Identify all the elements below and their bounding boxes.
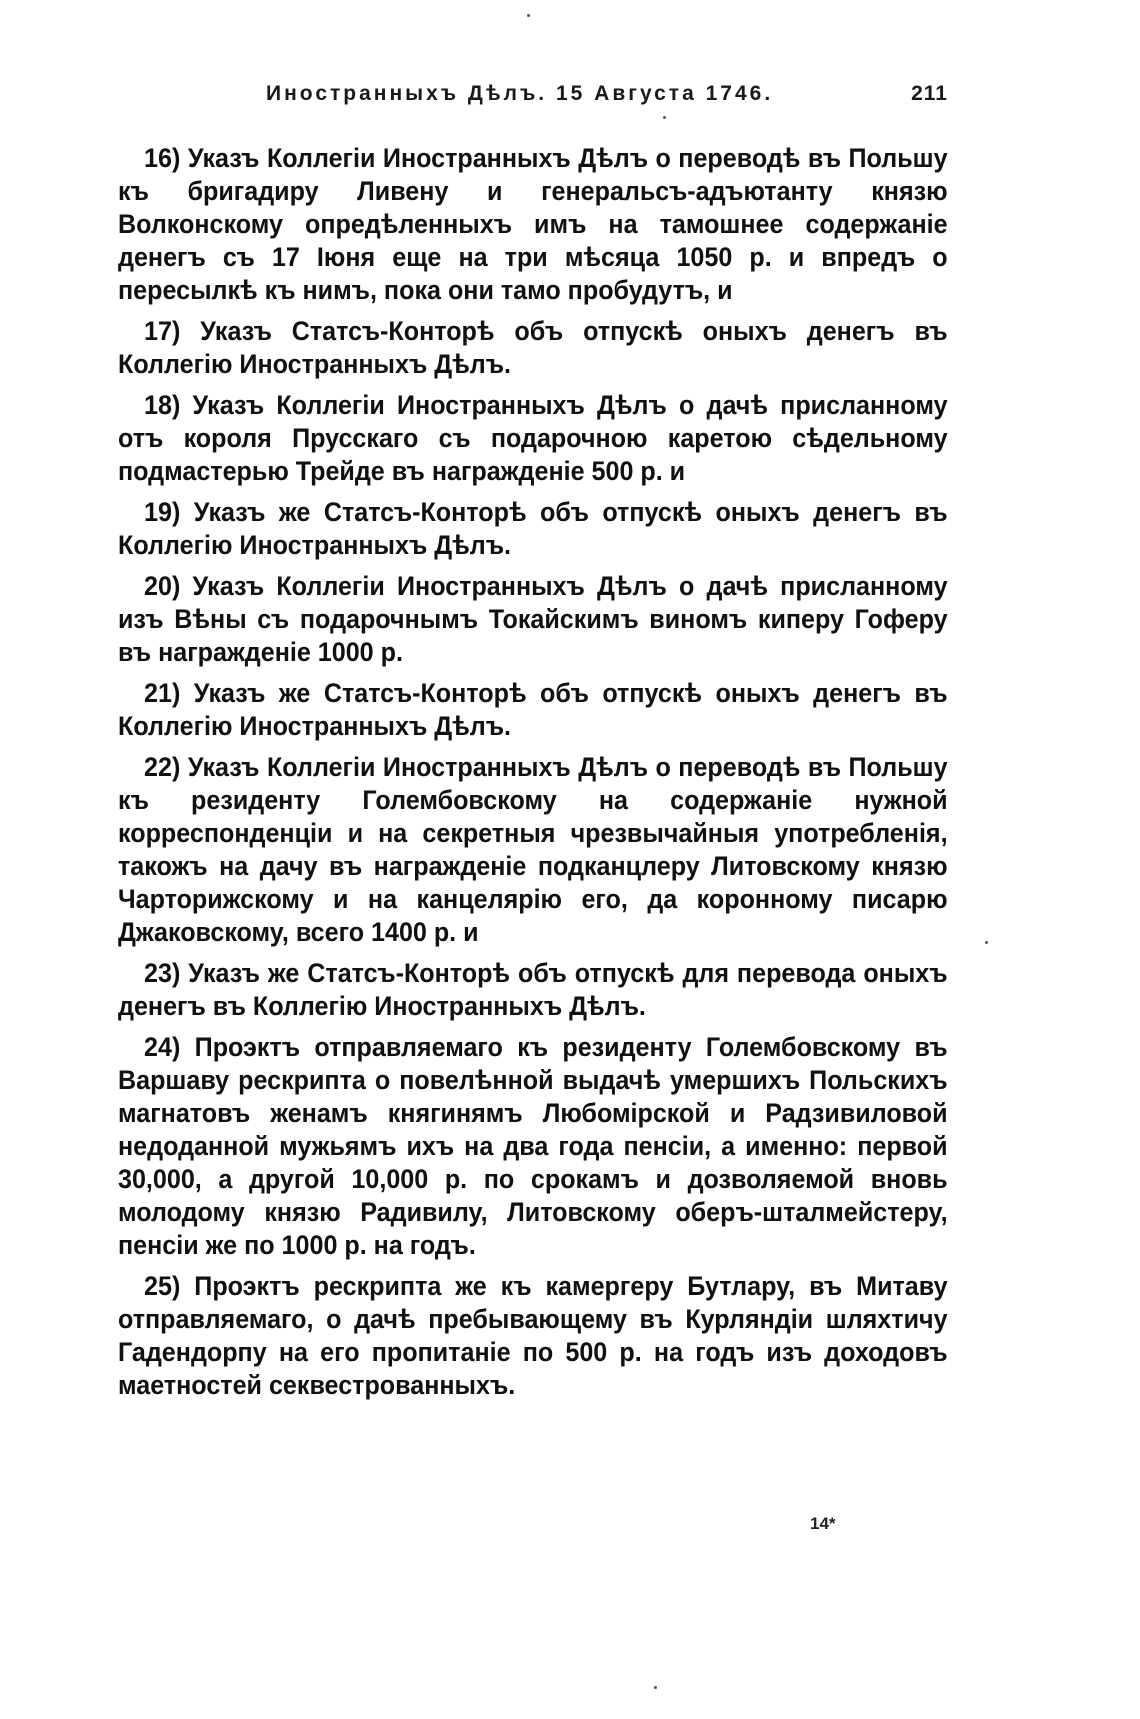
page-number: 211	[911, 82, 948, 105]
entry-23: 23) Указъ же Статсъ-Конторѣ объ отпускѣ для перевода оныхъ денегъ въ Коллегію Иностранныхъ Дѣлъ.	[118, 958, 948, 1021]
print-speck	[654, 1686, 657, 1689]
entry-19: 19) Указъ же Статсъ-Конторѣ объ отпускѣ оныхъ денегъ въ Коллегію Иностранныхъ Дѣлъ.	[118, 497, 948, 560]
entry-16: 16) Указъ Коллегіи Иностранныхъ Дѣлъ о переводѣ въ Польшу къ бригадиру Ливену и генеральсъ-адъютанту князю Волконскому опредѣленныхъ имъ на тамошнее содержаніе денегъ съ 17 Іюня еще на три мѣсяца 1050 р. и впредъ о пересылкѣ къ нимъ, пока они тамо пробудутъ, и	[118, 143, 948, 305]
entry-20: 20) Указъ Коллегіи Иностранныхъ Дѣлъ о дачѣ присланному изъ Вѣны съ подарочнымъ Токайскимъ виномъ киперу Гоферу въ награжденіе 1000 р.	[118, 571, 948, 667]
entry-25: 25) Проэктъ рескрипта же къ камергеру Бутлару, въ Митаву отправляемаго, о дачѣ пребывающему въ Курляндіи шляхтичу Гадендорпу на его пропитаніе по 500 р. на годъ изъ доходовъ маетностей секвестрованныхъ.	[118, 1271, 948, 1400]
body-text	[118, 142, 948, 1410]
print-speck	[663, 116, 666, 119]
print-speck	[985, 941, 988, 944]
print-speck	[527, 14, 530, 17]
running-head	[118, 82, 948, 112]
running-head-title: Иностранныхъ Дѣлъ. 15 Августа 1746.	[266, 82, 774, 105]
entry-18: 18) Указъ Коллегіи Иностранныхъ Дѣлъ о дачѣ присланному отъ короля Прусскаго съ подарочною каретою сѣдельному подмастерью Трейде въ награжденіе 500 р. и	[118, 390, 948, 486]
entry-21: 21) Указъ же Статсъ-Конторѣ объ отпускѣ оныхъ денегъ въ Коллегію Иностранныхъ Дѣлъ.	[118, 678, 948, 741]
entry-22: 22) Указъ Коллегіи Иностранныхъ Дѣлъ о переводѣ въ Польшу къ резиденту Голембовскому на содержаніе нужной корреспонденціи и на секретныя чрезвычайныя употребленія, такожъ на дачу въ награжденіе подканцлеру Литовскому князю Чарторижскому и на канцелярію его, да коронному писарю Джаковскому, всего 1400 р. и	[118, 752, 948, 947]
entry-17: 17) Указъ Статсъ-Конторѣ объ отпускѣ оныхъ денегъ въ Коллегію Иностранныхъ Дѣлъ.	[118, 316, 948, 379]
entry-24: 24) Проэктъ отправляемаго къ резиденту Голембовскому въ Варшаву рескрипта о повелѣнной выдачѣ умершихъ Польскихъ магнатовъ женамъ княгинямъ Любомірской и Радзивиловой недоданной мужьямъ ихъ на два года пенсіи, а именно: первой 30,000, а другой 10,000 р. по срокамъ и дозволяемой вновь молодому князю Радивилу, Литовскому оберъ-шталмейстеру, пенсіи же по 1000 р. на годъ.	[118, 1032, 948, 1260]
signature-mark: 14*	[810, 1514, 836, 1533]
